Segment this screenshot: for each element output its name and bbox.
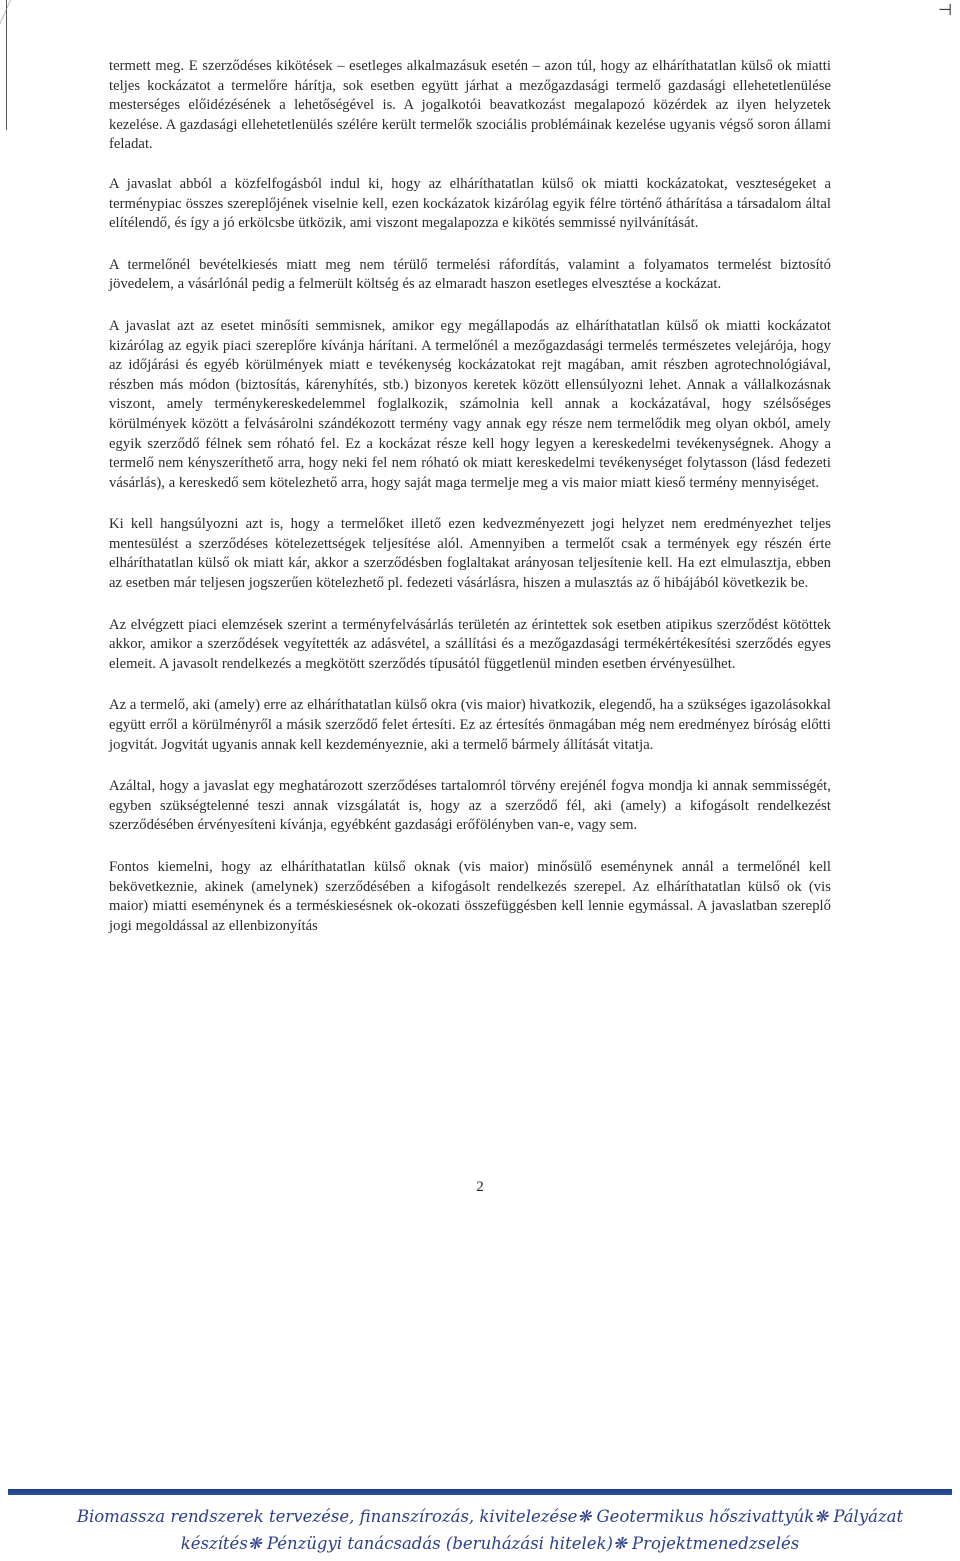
corner-registration-mark: ⊣	[938, 0, 952, 19]
footer-line-1: Biomassza rendszerek tervezése, finanszírozás, kivitelezése❋ Geotermikus hőszivattyúk❋ Pályázat	[76, 1507, 904, 1526]
page-number: 2	[476, 1179, 484, 1195]
paragraph-1: termett meg. E szerződéses kikötések – esetleges alkalmazásuk esetén – azon túl, hogy az elháríthatatlan külső ok miatti teljes kockázatot a termelőre hárítja, sok esetben együtt járhat a mezőgazdasági termelő gazdasági ellehetetlenülése mesterséges előidézésének a lehetőségével is. A jogalkotói beavatkozást megalapozó közérdek az ilyen helyzetek kezelése. A gazdasági ellehetetlenülés szélére került termelők szociális problémáinak kezelése ugyanis végső soron állami feladat.	[109, 58, 831, 153]
paragraph-2: A javaslat abból a közfelfogásból indul ki, hogy az elháríthatatlan külső ok miatti kockázatokat, veszteségeket a terménypiac összes szereplőjének viselnie kell, ezen kockázatok kizárólag egyik félre történő áthárítása a társadalom által elítélendő, és így a jó erkölcsbe ütközik, ami viszont megalapozza e kikötés semmissé nyilvánítását.	[109, 175, 831, 232]
paragraph-6: Az elvégzett piaci elemzések szerint a terményfelvásárlás területén az érintettek sok esetben atipikus szerződést kötöttek akkor, amikor a szerződések vegyítették az adásvétel, a szállítási és a mezőgazdasági termékértékesítési szerződés egyes elemeit. A javasolt rendelkezés a megkötött szerződés típusától függetlenül minden esetben érvényesülhet.	[109, 616, 831, 672]
document-body	[109, 57, 831, 958]
paragraph-9: Fontos kiemelni, hogy az elháríthatatlan külső oknak (vis maior) minősülő eseménynek annál a termelőnél kell bekövetkeznie, akinek (amelynek) szerződésében a kifogásolt rendelkezés szerepel. Az elháríthatatlan külső ok (vis maior) miatti eseménynek és a terméskiesésnek ok-okozati összefüggésben kell lennie egymással. A javaslatban szereplő jogi megoldással az ellenbizonyítás	[109, 859, 831, 934]
paragraph-3: A termelőnél bevételkiesés miatt meg nem térülő termelési ráfordítás, valamint a folyamatos termelést biztosító jövedelem, a vásárlónál pedig a felmerült költség és az elmaradt haszon esetleges elvesztése a kockázat.	[109, 256, 831, 293]
paragraph-7: Az a termelő, aki (amely) erre az elháríthatatlan külső okra (vis maior) hivatkozik, elegendő, ha a szükséges igazolásokkal együtt erről a körülményről a másik szerződő felet értesíti. Ez az értesítés önmagában még nem eredményez bíróság előtti jogvitát. Jogvitát ugyanis annak kell kezdeményeznie, aki a termelő bármely állítását vitatja.	[109, 697, 831, 753]
paragraph-8: Azáltal, hogy a javaslat egy meghatározott szerződéses tartalomról törvény erejénél fogva mondja ki annak semmisségét, egyben szükségtelenné teszi annak vizsgálatát is, hogy az a szerződő fél, aki (amely) a kifogásolt rendelkezést szerződésében érvényesíteni kívánja, egyébként gazdasági erőfölényben van-e, vagy sem.	[109, 778, 831, 834]
paragraph-4: A javaslat azt az esetet minősíti semmisnek, amikor egy megállapodás az elháríthatatlan külső ok miatti kockázatot kizárólag az egyik piaci szereplőre kívánja hárítani. A termelőnél a mezőgazdasági termelés természetes velejárója, hogy az időjárási és egyéb körülmények miatt e tevékenység kockázatokat rejt magában, amit részben agrotechnológiával, részben más módon (biztosítás, kárenyhítés, stb.) bizonyos keretek között ellensúlyozni lehet. Annak a vállalkozásnak viszont, amely terménykereskedelemmel foglalkozik, számolnia kell annak a kockázatával, hogy szélsőséges körülmények között a felvásárolni szándékozott termény vagy annak egy része nem termelődik meg olyan okból, amely egyik szerződő félnek sem róható fel. Ez a kockázat része kell hogy legyen a kereskedelmi tevékenységnek. Ahogy a termelő nem kényszeríthető arra, hogy neki fel nem róható ok miatt kereskedelmi tevékenységet folytasson (lásd fedezeti vásárlás), a kereskedő sem kötelezhető arra, hogy saját maga termelje meg a vis maior miatt kieső termény mennyiséget.	[109, 317, 831, 491]
footer-divider	[8, 1489, 952, 1495]
footer	[60, 1503, 920, 1557]
paragraph-5: Ki kell hangsúlyozni azt is, hogy a termelőket illető ezen kedvezményezett jogi helyzet nem eredményezhet teljes mentesülést a szerződéses kötelezettségek teljesítése alól. Amennyiben a termelőt csak a termények egy részén érte elháríthatatlan külső ok miatt kár, akkor a szerződésben foglaltakat arányosan teljesítenie kell. Ha ezt elmulasztja, ebben az esetben már teljesen jogszerűen kötelezhető pl. fedezeti vásárlásra, hiszen a mulasztás az ő hibájából következik be.	[109, 516, 831, 592]
footer-line-2: készítés❋ Pénzügyi tanácsadás (beruházási hitelek)❋ Projektmenedzselés	[180, 1534, 800, 1553]
scan-edge-line	[6, 0, 7, 130]
